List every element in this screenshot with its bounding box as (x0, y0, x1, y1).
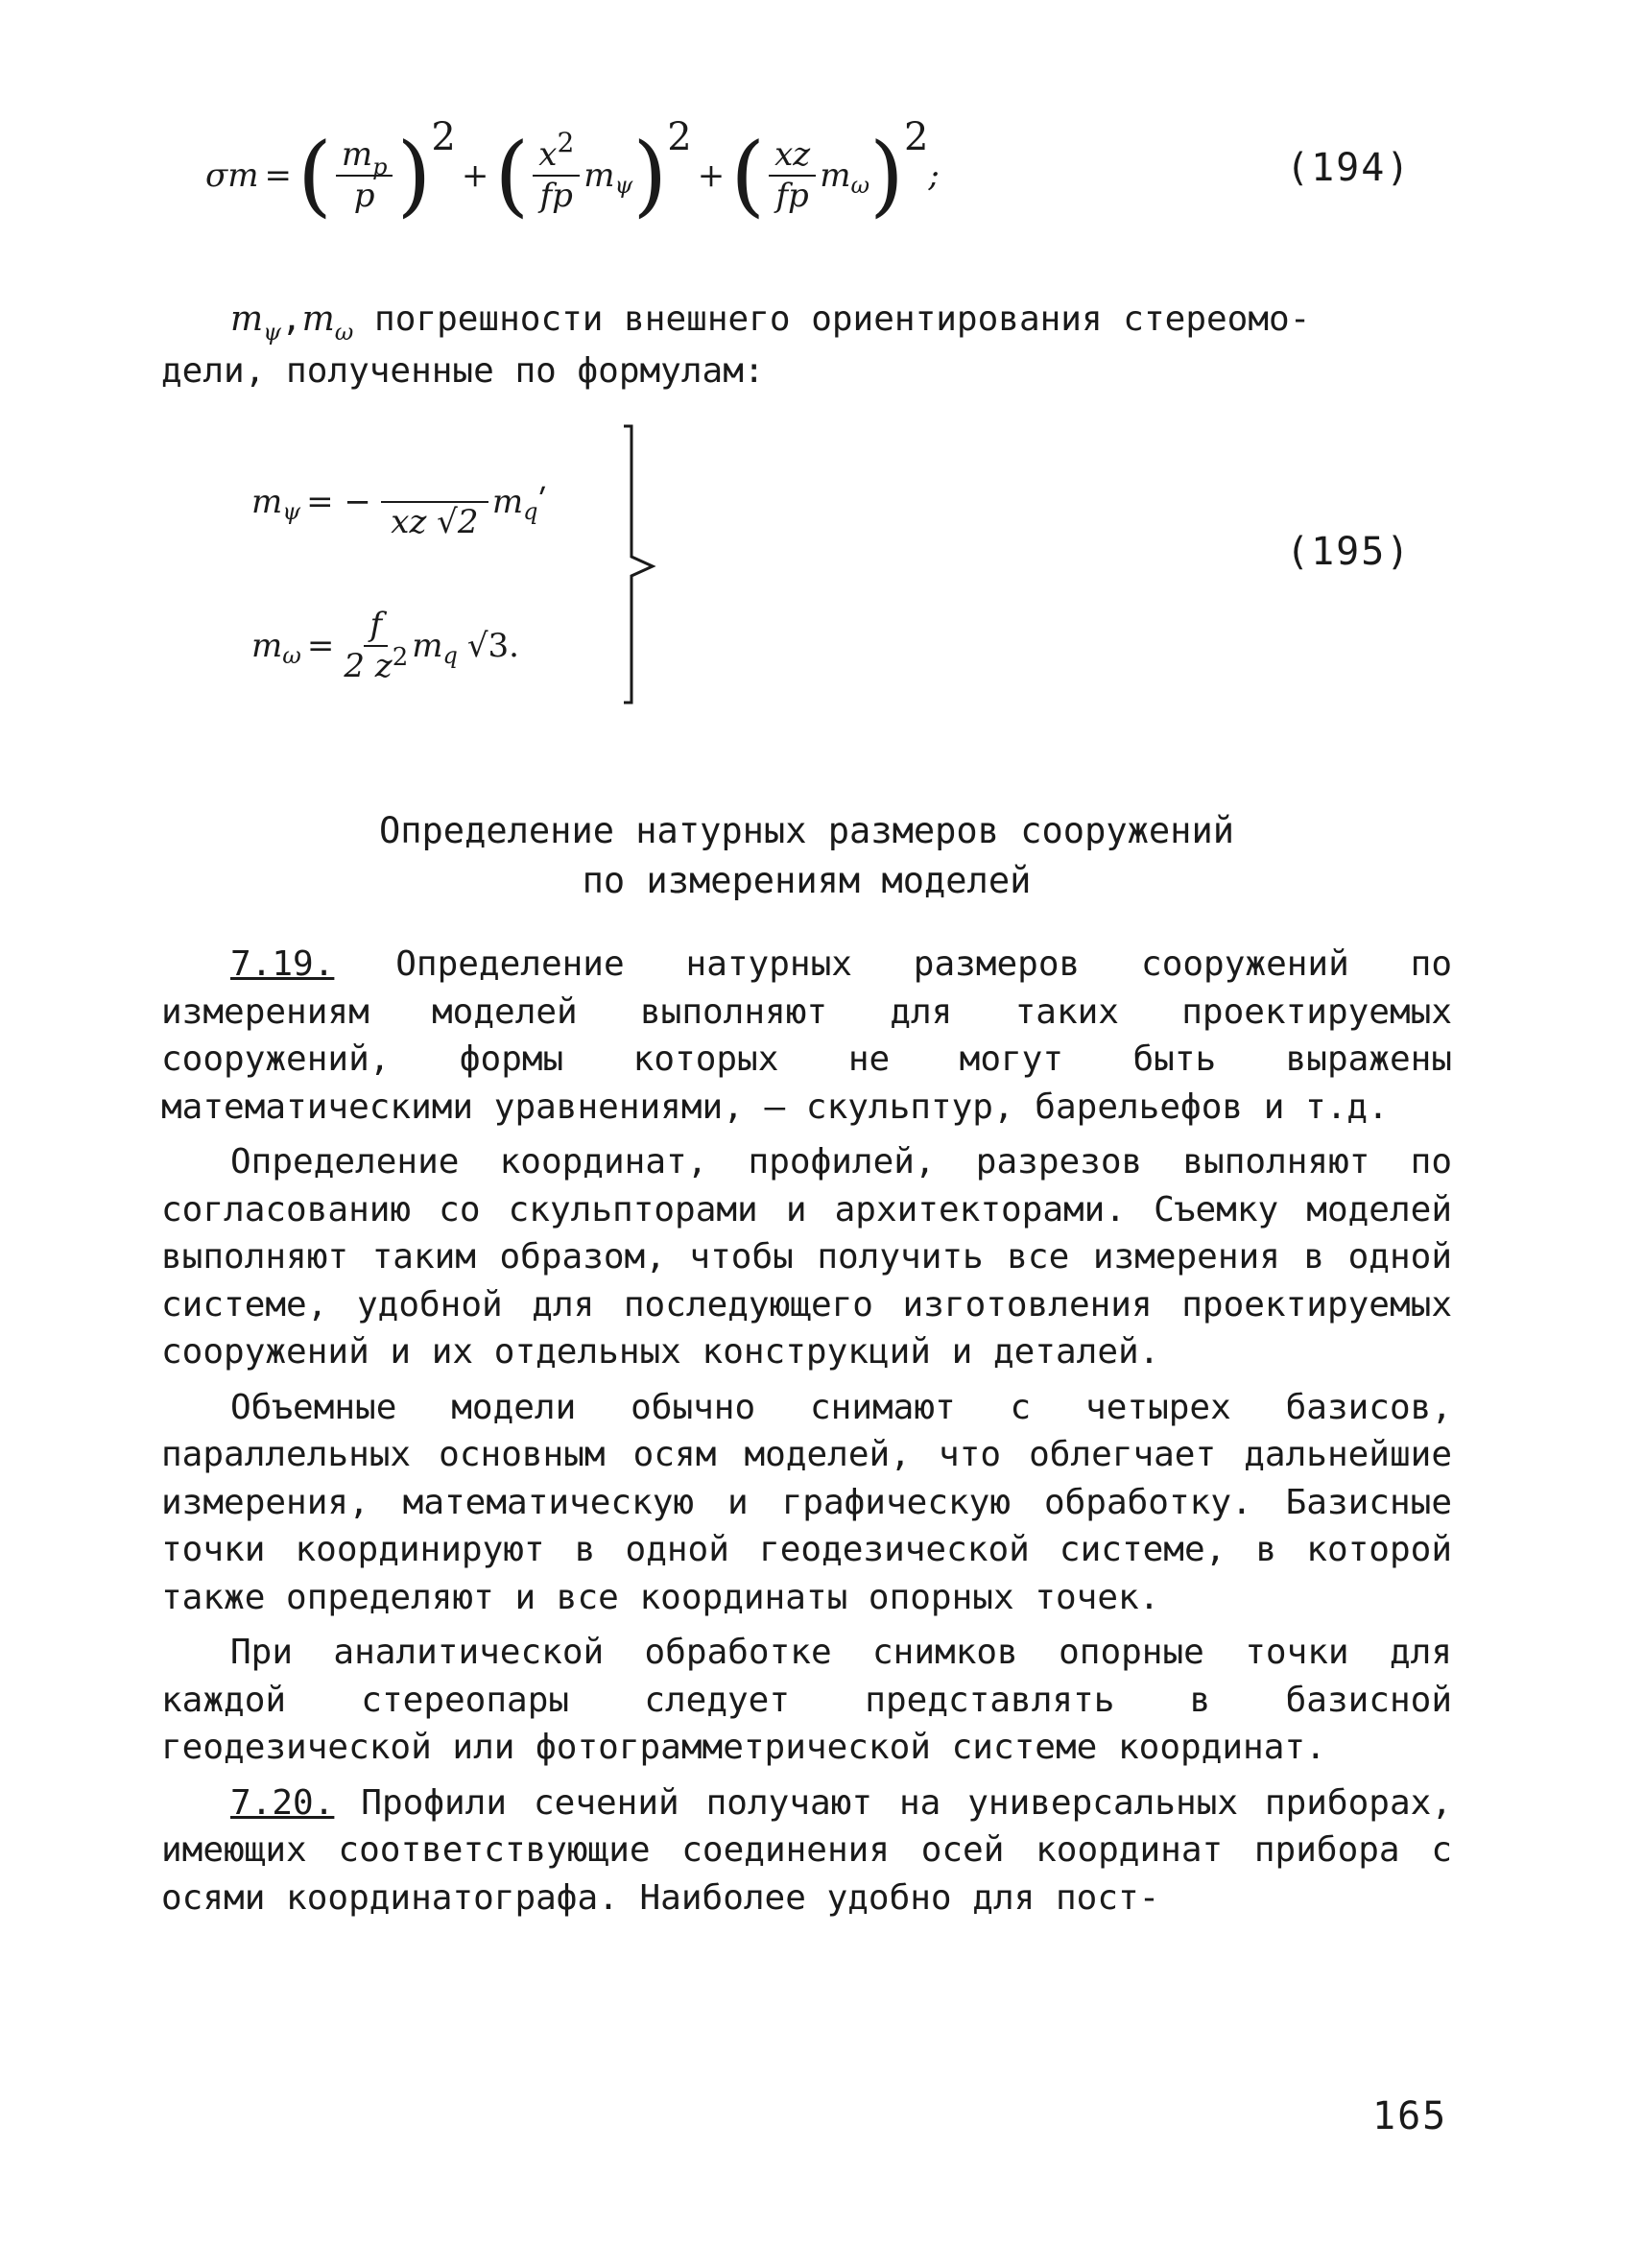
left-paren: ( (297, 124, 332, 227)
heading-line-1: Определение натурных размеров сооружений (378, 810, 1235, 851)
para-7-19-text: Определение натурных размеров сооружений по измерениям моделей выполняют для таких проектируемых сооружений, формы которых не могут быть выражены математическими уравнениями, – скульптур, барельефов и т.д. (161, 944, 1452, 1127)
eq194-equals: = (264, 156, 292, 195)
eq194-semicolon: ; (928, 156, 940, 195)
eq194-t3-power: 2 (903, 115, 929, 159)
eq194-t2-m: m (583, 156, 615, 195)
eq195-r2-num: f (364, 608, 388, 647)
eq195-r2-lhs-sub: ω (282, 642, 301, 669)
eq194-t3-den: fp (775, 177, 809, 215)
left-paren: ( (494, 124, 530, 227)
paragraph-7-19 (161, 941, 1452, 1131)
err-sub1: ψ (263, 319, 281, 346)
left-paren: ( (730, 124, 766, 227)
equation-195-row2 (251, 603, 519, 689)
eq194-lhs: σm (205, 156, 259, 195)
right-paren: ) (632, 124, 668, 227)
eq195-r2-den: 2 z (344, 647, 393, 685)
eq195-r2-eq: = (306, 627, 335, 665)
eq194-t3-m-sub: ω (850, 172, 870, 199)
eq194-plus-1: + (461, 156, 489, 195)
eq194-t2-m-sub: ψ (614, 172, 633, 199)
eq195-r1-m-sub: q (523, 498, 538, 525)
page-number: 165 (1372, 2094, 1448, 2138)
eq195-r1-lhs: m (251, 483, 283, 521)
eq194-term3-fraction (769, 134, 816, 215)
eq195-r2-m: m (412, 627, 443, 665)
err-comma: , (280, 299, 302, 339)
errors-paragraph (161, 296, 1452, 394)
err-text: погрешности внешнего ориентирования стереомо- (353, 299, 1311, 339)
section-heading (161, 806, 1452, 906)
eq194-t2-num: x (538, 134, 558, 174)
right-paren: ) (396, 124, 432, 227)
eq195-r1-den: xz √2 (391, 503, 479, 541)
paragraph-models: Объемные модели обычно снимают с четырех базисов, параллельных основным осям моделей, что облегчает дальнейшие измерения, математическую и графическую обработку. Базисные точки координируют в одной геодезической системе, в которой также определяют и все координаты опорных точек. (161, 1387, 1452, 1617)
err-m1: m (230, 299, 264, 339)
eq194-t1-num: m (341, 134, 373, 174)
eq194-t2-num-sup: 2 (557, 126, 575, 158)
eq194-t1-den: p (353, 177, 375, 215)
eq194-t3-num: xz (769, 137, 816, 177)
equation-195-row1 (251, 459, 547, 545)
heading-line-2: по измерениям моделей (582, 860, 1032, 901)
paragraph-7-20 (161, 1779, 1452, 1922)
eq195-r2-den-sup: 2 (392, 643, 409, 672)
eq195-r1-tail: ʹ (537, 483, 547, 521)
paragraph-coordinates: Определение координат, профилей, разрезов выполняют по согласованию со скульпторами и архитекторами. Съемку моделей выполняют таким образом, чтобы получить все измерения в одной системе, удобной для последующего изготовления проектируемых сооружений и их отдельных конструкций и деталей. (161, 1142, 1452, 1372)
equation-number-194: (194) (1286, 146, 1412, 190)
eq194-term2-fraction (533, 126, 580, 215)
eq195-r1-fraction (381, 464, 488, 541)
eq195-r2-root: √3. (466, 627, 519, 665)
right-paren: ) (869, 124, 904, 227)
eq195-r1-eq: = − (306, 483, 371, 521)
paragraph-analytic: При аналитической обработке снимков опорные точки для каждой стереопары следует представлять в базисной геодезической или фотограмметрической системе координат. (161, 1633, 1452, 1767)
eq195-r1-lhs-sub: ψ (282, 498, 301, 525)
err-line2: дели, полученные по формулам: (161, 350, 765, 391)
eq194-t1-power: 2 (431, 115, 456, 159)
para-number-7-20: 7.20. (230, 1782, 335, 1823)
body-text (161, 941, 1452, 1922)
para-7-20-text: Профили сечений получают на универсальных приборах, имеющих соответствующие соединения осей координат прибора с осями координатографа. Наиболее удобно для пост- (161, 1782, 1452, 1918)
brace-path (624, 426, 653, 703)
eq195-r2-m-sub: q (442, 642, 458, 669)
err-m2: m (301, 299, 335, 339)
eq194-plus-2: + (697, 156, 726, 195)
err-sub2: ω (334, 319, 354, 346)
eq194-t2-power: 2 (667, 115, 692, 159)
right-brace (614, 422, 672, 710)
para-number-7-19: 7.19. (230, 944, 335, 984)
eq194-t3-m: m (820, 156, 851, 195)
equation-number-195: (195) (1286, 530, 1412, 574)
eq195-r2-lhs: m (251, 627, 283, 665)
eq195-r2-fraction (344, 605, 409, 685)
eq194-t1-num-sub: p (372, 153, 388, 180)
eq194-term1-fraction (336, 134, 393, 215)
eq195-r1-m: m (491, 483, 524, 521)
eq194-t2-den: fp (539, 177, 573, 215)
equation-194 (205, 104, 940, 248)
